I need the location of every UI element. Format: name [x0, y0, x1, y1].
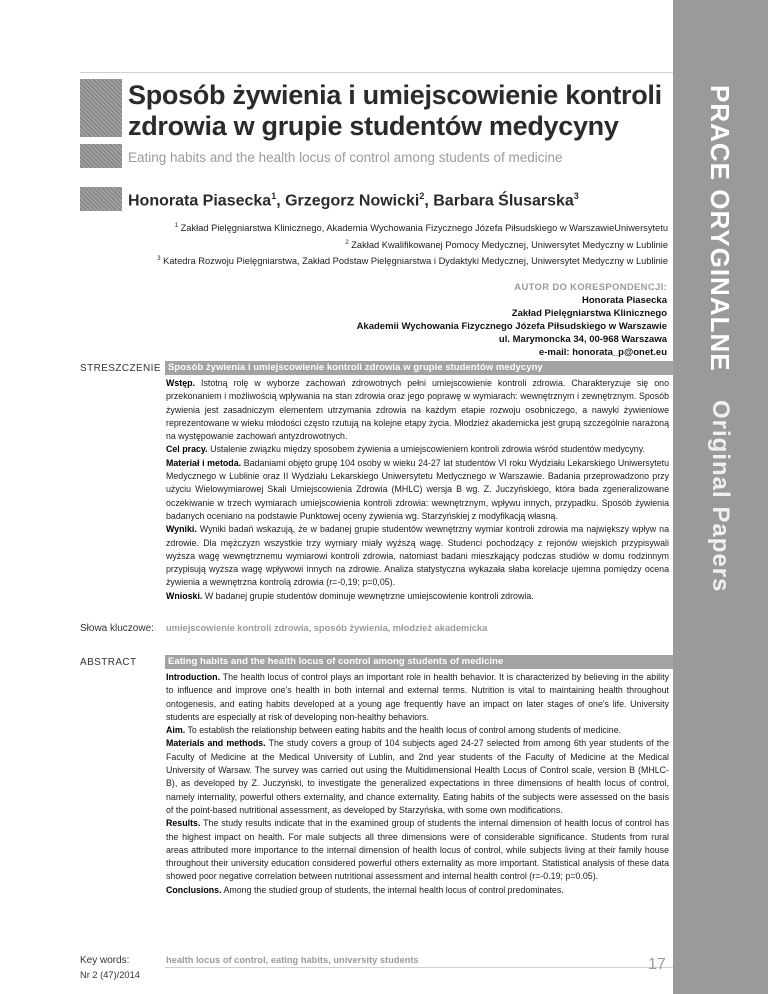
bottom-rule [165, 967, 673, 968]
paragraph-head: Wyniki. [166, 524, 197, 535]
abstract-paragraph [166, 737, 669, 817]
correspondence-email: e-mail: honorata_p@onet.eu [538, 347, 667, 358]
streszczenie-body [166, 377, 669, 603]
affiliation-text: Zakład Kwalifikowanej Pomocy Medycznej, Uniwersytet Medyczny w Lublinie [351, 240, 668, 251]
subtitle-marker [80, 144, 122, 168]
paragraph-head: Aim. [166, 725, 186, 736]
author-sup: 2 [419, 191, 425, 201]
affiliation-sup: 3 [157, 256, 161, 262]
affiliation-text: Katedra Rozwoju Pielęgniarstwa, Zakład Podstaw Pielęgniarstwa i Dydaktyki Medycznej, Uniwersytet Medyczny w Lublinie [163, 256, 668, 267]
correspondence-block [357, 281, 667, 359]
abstract-paragraph [166, 671, 669, 724]
paragraph-text: To establish the relationship between eating habits and the health locus of control among students of medicine. [185, 725, 622, 736]
correspondence-line: Akademii Wychowania Fizycznego Józefa Piłsudskiego w Warszawie [356, 321, 667, 332]
correspondence-heading: AUTOR DO KORESPONDENCJI: [514, 282, 667, 293]
author-sup: 3 [573, 191, 579, 201]
abstract-paragraph [166, 377, 669, 443]
author-name: Honorata Piasecka [128, 192, 272, 210]
abstract-body [166, 671, 669, 897]
abstract-paragraph [166, 817, 669, 883]
author-name: Grzegorz Nowicki [285, 192, 420, 210]
article-title: Sposób żywienia i umiejscowienie kontroli zdrowia w grupie studentów medycyny [128, 80, 662, 141]
top-rule [80, 72, 673, 73]
paragraph-text: The health locus of control plays an important role in health behavior. It is characterized by believing in the ability to influence and improve one's health in both internal and external terms. Nutrition is vital to maintaining health throughout ontogenesis, and eating habits developed at a young age frequently have an impact on later stages of one's life. University students are especially at risk of developing non-healthy behaviors. [166, 672, 669, 722]
issue-number: Nr 2 (47)/2014 [80, 970, 140, 980]
side-label-polish: PRACE ORYGINALNE [705, 85, 735, 372]
affiliation [157, 256, 668, 266]
affiliation-sup: 2 [345, 240, 349, 246]
streszczenie-underline [165, 374, 673, 375]
author-name: Barbara Ślusarska [433, 192, 574, 210]
side-label-english: Original Papers [707, 400, 734, 593]
paragraph-head: Wnioski. [166, 590, 203, 601]
streszczenie-label: STRESZCZENIE [80, 363, 161, 374]
affiliation [175, 223, 668, 233]
author-list: Honorata Piasecka$^1$, Grzegorz Nowicki$^2$, Barbara Ślusarska$^3$ [128, 191, 579, 210]
streszczenie-title-bar: Sposób żywienia i umiejscowienie kontroli zdrowia w grupie studentów medycyny [165, 361, 673, 374]
author-sup: 1 [271, 191, 277, 201]
abstract-paragraph [166, 590, 669, 603]
abstract-label: ABSTRACT [80, 657, 137, 668]
paragraph-text: Ustalenie związku między sposobem żywienia a umiejscowieniem kontroli zdrowia wśród studentów medycyny. [207, 444, 645, 455]
correspondence-line: Honorata Piasecka [581, 295, 667, 306]
paragraph-head: Results. [166, 818, 201, 829]
correspondence-line: Zakład Pielęgniarstwa Klinicznego [511, 308, 667, 319]
title-marker [80, 79, 122, 137]
paragraph-text: Badaniami objęto grupę 104 osoby w wieku 24-27 lat studentów VI roku Wydziału Lekarskiego Uniwersytetu Medycznego w Lublinie oraz II Wydziału Lekarskiego Uniwersytetu Medycznego w Warszawie. Badania przeprowadzono przy użyciu Wielowymiarowej Skali Umiejscowienia Zdrowia (MHLC) wersja B wg. Z. Juczyńskiego, która bada zgeneralizowane oczekiwanie w trzech wymiarach umiejscowienia kontroli zdrowia: wewnętrznym, wpływu innych, przypadku. Sposób żywienia badanych oceniano na podstawie Punktowej oceny żywienia wg. Starzyńskiej z modyfikacją własną. [166, 457, 669, 521]
key-words-label: Key words: [80, 955, 130, 966]
abstract-title-bar: Eating habits and the health locus of control among students of medicine [165, 655, 673, 668]
paragraph-head: Wstęp. [166, 378, 195, 388]
page-number: 17 [648, 956, 666, 973]
affiliation [345, 240, 668, 250]
paragraph-head: Introduction. [166, 672, 221, 682]
authors-marker [80, 187, 122, 211]
paragraph-text: Wyniki badań wskazują, że w badanej grupie studentów wewnętrzny wymiar kontroli zdrowia ma największy wpływ na zdrowie. Dla mężczyzn wszystkie trzy wymiary miały wyższą wagę. Studenci pochodzący z rejonów wiejskich przypisywali wyższa wagę wewnętrznemu wymiarowi kontroli zdrowia, natomiast badani mieszkający podczas studiów w domu rodzinnym przypisują wyższa wagę wpływowi innych na zdrowie. Analiza statystyczna wykazała słaba korelacje ujemna pomiędzy ocena żywienia a wewnętrzna kontrolą zdrowia (r=-0,19; p=0,05). [166, 524, 669, 588]
abstract-paragraph [166, 457, 669, 523]
paragraph-text: Istotną rolę w wyborze zachowań zdrowotnych pełni umiejscowienie kontroli zdrowia. Charakteryzuje się ono przekonaniem i możliwością wpływania na stan zdrowia oraz jego poprawę w wymiarach: wewnętrznym i zewnętrznym. Sposób żywienia jest zasadniczym elementem utrzymania zdrowia na każdym etapie rozwoju osobniczego, a nawyki żywieniowe reprezentowane w wieku młodości często rzutują na kolejne etapy życia. Młodzież akademicka jest grupą szczególnie narażoną na występowanie zachowań antyzdrowotnych. [166, 378, 669, 442]
abstract-underline [165, 668, 673, 669]
correspondence-line: ul. Marymoncka 34, 00-968 Warszawa [498, 334, 667, 345]
abstract-paragraph [166, 443, 669, 456]
abstract-paragraph [166, 523, 669, 589]
key-words-value: health locus of control, eating habits, university students [166, 955, 419, 965]
paragraph-text: The study covers a group of 104 subjects aged 24-27 selected from among 6th year students of the Faculty of Medicine at the Medical University of Lublin, and 2nd year students of the Faculty of Medicine at the Medical University of Warsaw. The survey was carried out using the Multidimensional Health Locus of Control scale, version B (MHLC-B), as developed by Z. Juczyński, to investigate the generalized expectations in three dimensions of health locus of control, namely internality, powerful others externality, and chance externality. Eating habits of the subjects were assessed on the basis of the point-based nutritional assessment, as developed by Starzyńska, with some own modifications. [166, 738, 669, 815]
slowa-kluczowe-value: umiejscowienie kontroli zdrowia, sposób żywienia, młodzież akademicka [166, 623, 488, 633]
paragraph-head: Cel pracy. [166, 444, 208, 455]
paragraph-text: Among the studied group of students, the internal health locus of control predominates. [221, 884, 564, 895]
paragraph-text: The study results indicate that in the examined group of students the internal dimension of health locus of control has the highest impact on health. For male subjects all three dimensions were of considerable significance. Students from rural areas attributed more importance to the internal dimension of health locus of control, while subjects living at their family house throughout their university education considered powerful others externality as more important. Statistical analysis of these data showed poor negative correlation between nutritional assessment and internal health control (r=-0.19; p=0.05). [166, 818, 669, 882]
article-subtitle: Eating habits and the health locus of control among students of medicine [128, 150, 563, 165]
affiliation-text: Zakład Pielęgniarstwa Klinicznego, Akademia Wychowania Fizycznego Józefa Piłsudskiego w WarszawieUniwersytetu [180, 223, 668, 234]
slowa-kluczowe-label: Słowa kluczowe: [80, 623, 154, 634]
paragraph-text: W badanej grupie studentów dominuje wewnętrzne umiejscowienie kontroli zdrowia. [202, 590, 534, 601]
abstract-paragraph [166, 884, 669, 897]
abstract-paragraph [166, 724, 669, 737]
paragraph-head: Conclusions. [166, 884, 222, 895]
paragraph-head: Materials and methods. [166, 738, 266, 749]
affiliation-sup: 1 [174, 223, 179, 229]
paragraph-head: Materiał i metoda. [166, 457, 242, 468]
